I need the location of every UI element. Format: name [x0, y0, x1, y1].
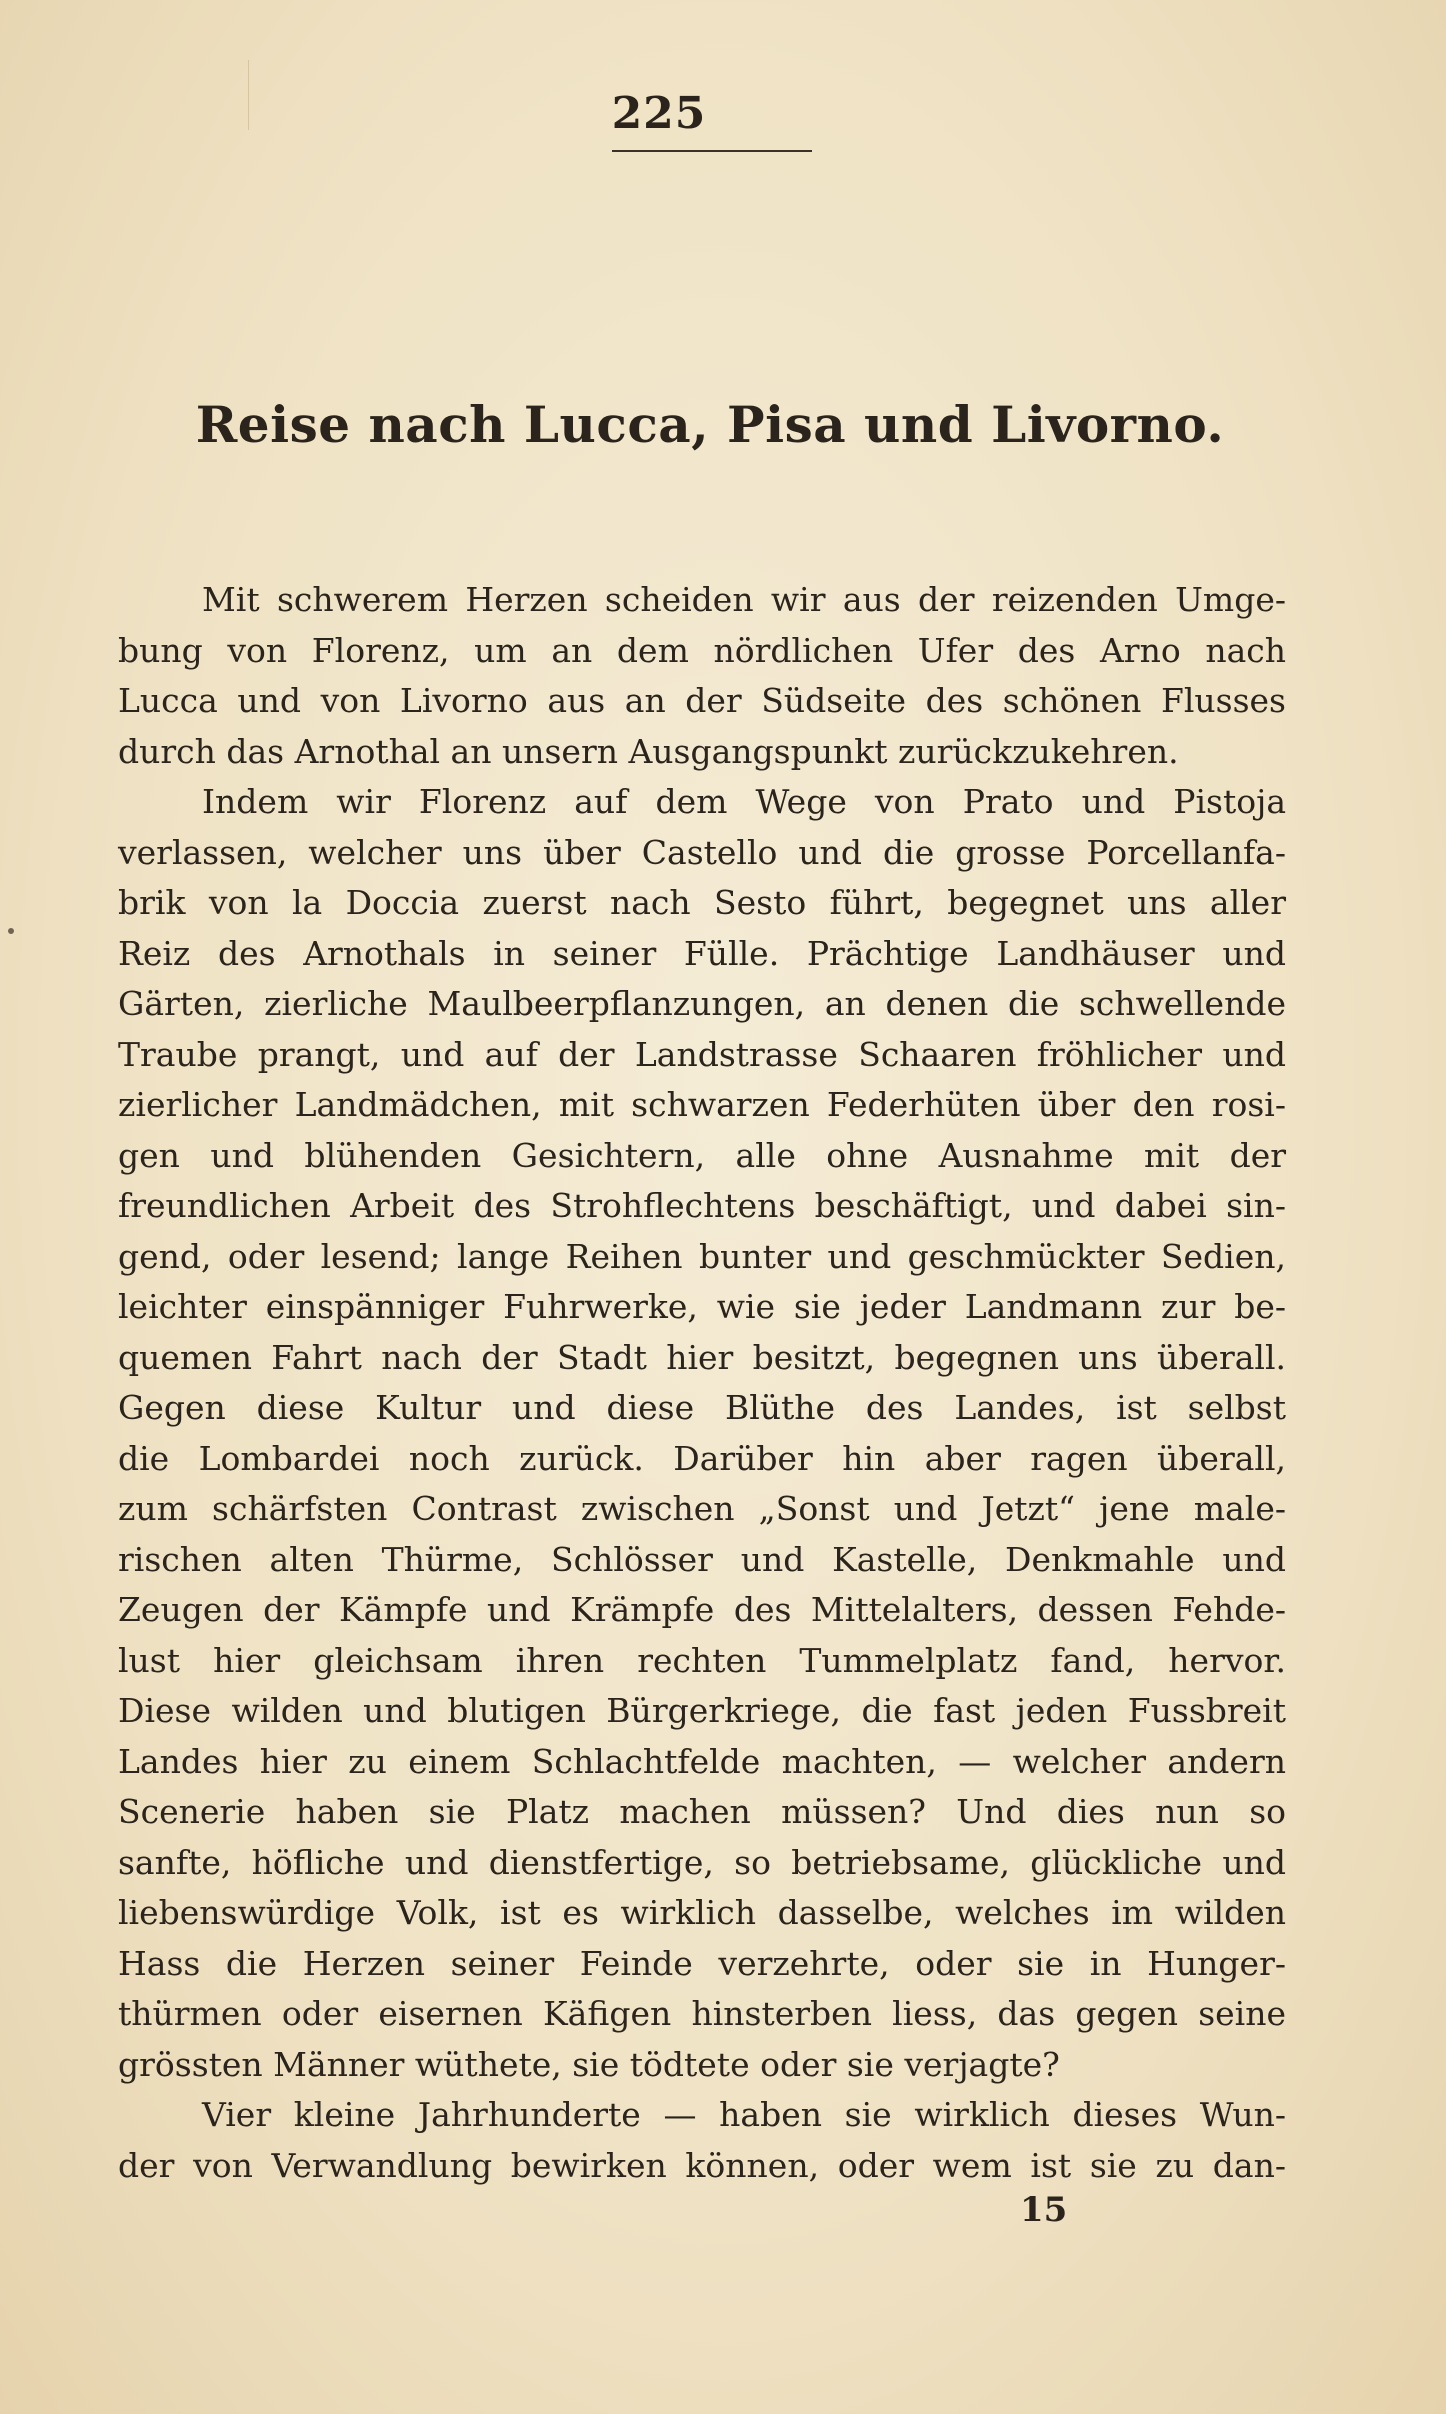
text-line: rischen alten Thürme, Schlösser und Kastelle, Denkmahle und [118, 1539, 1286, 1579]
text-line: freundlichen Arbeit des Strohflechtens beschäftigt, und dabei sin- [118, 1186, 1286, 1225]
text-line: Vier kleine Jahrhunderte — haben sie wirklich dieses Wun- [202, 2095, 1286, 2134]
text-line: durch das Arnothal an unsern Ausgangspunkt zurückzukehren. [118, 731, 1179, 771]
text-line: gen und blühenden Gesichtern, alle ohne Ausnahme mit der [118, 1135, 1286, 1175]
text-line: Gärten, zierliche Maulbeerpflanzungen, an denen die schwellende [118, 984, 1286, 1023]
text-line: liebenswürdige Volk, ist es wirklich dasselbe, welches im wilden [118, 1893, 1286, 1932]
text-line: die Lombardei noch zurück. Darüber hin aber ragen überall, [118, 1438, 1286, 1478]
text-line: verlassen, welcher uns über Castello und die grosse Porcellanfa- [118, 832, 1286, 872]
text-line: Mit schwerem Herzen scheiden wir aus der reizenden Umge- [202, 580, 1286, 619]
signature-mark: 15 [1020, 2190, 1068, 2230]
text-line: Scenerie haben sie Platz machen müssen? Und dies nun so [118, 1792, 1286, 1831]
text-line: sanfte, höfliche und dienstfertige, so betriebsame, glückliche und [118, 1842, 1286, 1882]
text-line: Indem wir Florenz auf dem Wege von Prato und Pistoja [202, 782, 1286, 821]
text-line: Lucca und von Livorno aus an der Südseite des schönen Flusses [118, 681, 1286, 720]
text-line: Reiz des Arnothals in seiner Fülle. Prächtige Landhäuser und [118, 933, 1286, 973]
page-number: 225 [611, 88, 707, 139]
text-line: gend, oder lesend; lange Reihen bunter und geschmückter Sedien, [118, 1236, 1286, 1276]
text-line: lust hier gleichsam ihren rechten Tummelplatz fand, hervor. [118, 1640, 1286, 1680]
text-line: leichter einspänniger Fuhrwerke, wie sie jeder Landmann zur be- [118, 1287, 1286, 1326]
text-line: zum schärfsten Contrast zwischen „Sonst und Jetzt“ jene male- [118, 1489, 1286, 1528]
text-line: Zeugen der Kämpfe und Krämpfe des Mittelalters, dessen Fehde- [118, 1590, 1286, 1629]
text-line: Landes hier zu einem Schlachtfelde machten, — welcher andern [118, 1741, 1286, 1781]
body-text [118, 575, 1286, 2191]
text-line: Gegen diese Kultur und diese Blüthe des Landes, ist selbst [118, 1388, 1286, 1427]
text-line: der von Verwandlung bewirken können, oder wem ist sie zu dan- [118, 2145, 1286, 2185]
text-line: Hass die Herzen seiner Feinde verzehrte, oder sie in Hunger- [118, 1943, 1286, 1983]
text-line: bung von Florenz, um an dem nördlichen Ufer des Arno nach [118, 630, 1286, 670]
text-line: grössten Männer wüthete, sie tödtete oder sie verjagte? [118, 2044, 1060, 2084]
text-line: Traube prangt, und auf der Landstrasse Schaaren fröhlicher und [118, 1034, 1286, 1074]
text-line: brik von la Doccia zuerst nach Sesto führt, begegnet uns aller [118, 883, 1286, 922]
chapter-title: Reise nach Lucca, Pisa und Livorno. [195, 395, 1225, 454]
text-line: Diese wilden und blutigen Bürgerkriege, die fast jeden Fussbreit [118, 1691, 1286, 1730]
text-line: quemen Fahrt nach der Stadt hier besitzt, begegnen uns überall. [118, 1337, 1286, 1377]
text-line: thürmen oder eisernen Käfigen hinsterben liess, das gegen seine [118, 1994, 1286, 2033]
header-rule [612, 150, 812, 152]
ink-speck [8, 928, 14, 934]
text-line: zierlicher Landmädchen, mit schwarzen Federhüten über den rosi- [118, 1085, 1286, 1124]
